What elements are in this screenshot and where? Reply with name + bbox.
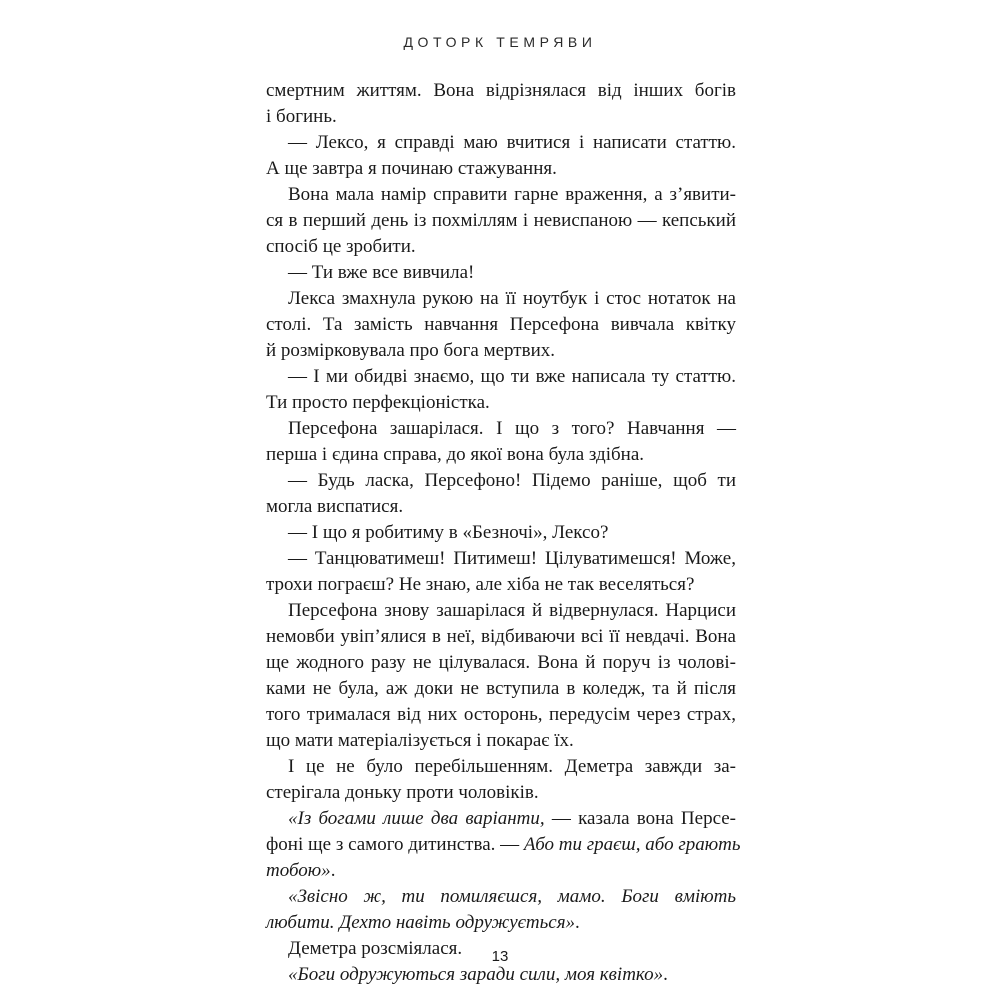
text-segment: . — [663, 964, 668, 985]
text-line — [266, 780, 736, 806]
text-segment: — І ми обидві знаємо, що ти вже написала ту статтю. — [288, 366, 736, 387]
text-segment: — І що я робитиму в «Безночі», Лексо? — [288, 522, 609, 543]
text-segment: і богинь. — [266, 106, 337, 127]
text-segment: любити. Дехто навіть одружується» — [266, 912, 576, 933]
text-line — [266, 208, 736, 234]
text-line — [266, 624, 736, 650]
text-line — [266, 312, 736, 338]
text-line — [266, 858, 736, 884]
text-line — [266, 520, 736, 546]
text-segment: — Ти вже все вивчила! — [288, 262, 475, 283]
text-line — [266, 468, 736, 494]
text-segment: Або ти граєш, або грають — [523, 834, 741, 855]
text-line — [266, 650, 736, 676]
text-segment: «Звісно ж, ти помиляєшся, мамо. Боги вміють — [288, 886, 736, 907]
text-segment: могла виспатися. — [266, 496, 404, 517]
body-text — [266, 78, 741, 988]
text-segment: перша і єдина справа, до якої вона була здібна. — [266, 444, 645, 465]
text-segment: столі. Та замість навчання Персефона вивчала квітку — [266, 314, 736, 335]
text-segment: того трималася від них осторонь, передусім через страх, — [266, 704, 736, 725]
text-line — [266, 546, 736, 572]
text-line — [266, 962, 736, 988]
text-segment: . — [575, 912, 580, 933]
text-line — [266, 286, 736, 312]
text-line — [266, 104, 736, 130]
text-segment: спосіб це зробити. — [266, 236, 416, 257]
text-segment: фоні ще з самого дитинства. — — [266, 834, 524, 855]
text-line — [266, 416, 736, 442]
text-segment: Персефона знову зашарілася й відвернулася. Нарциси — [288, 600, 736, 621]
running-header: ДОТОРК ТЕМРЯВИ — [403, 34, 597, 50]
text-segment: Ти просто перфекціоністка. — [266, 392, 490, 413]
text-line — [266, 338, 736, 364]
text-line — [266, 260, 736, 286]
text-line — [266, 728, 736, 754]
text-line — [266, 182, 736, 208]
text-segment: немовби увіп’ялися в неї, відбиваючи всі її невдачі. Вона — [266, 626, 736, 647]
text-segment: ками не була, аж доки не вступила в коледж, та й після — [266, 678, 736, 699]
text-line — [266, 572, 736, 598]
text-line — [266, 598, 736, 624]
text-segment: ся в перший день із похміллям і невиспаною — кепський — [266, 210, 736, 231]
text-segment: Деметра розсміялася. — [288, 938, 463, 959]
text-line — [266, 364, 736, 390]
text-line — [266, 78, 736, 104]
text-segment: — Будь ласка, Персефоно! Підемо раніше, щоб ти — [288, 470, 736, 491]
text-segment: . — [330, 860, 336, 881]
text-line — [266, 494, 736, 520]
text-segment: й розмірковувала про бога мертвих. — [266, 340, 555, 361]
text-segment: Персефона зашарілася. І що з того? Навчання — — [288, 418, 736, 439]
text-line — [266, 806, 736, 832]
text-segment: смертним життям. Вона відрізнялася від інших богів — [266, 80, 736, 101]
text-segment: «Із богами лише два варіанти, — [288, 808, 545, 829]
text-segment: — Танцюватимеш! Питимеш! Цілуватимешся! Може, — [288, 548, 736, 569]
text-segment: — Лексо, я справді маю вчитися і написати статтю. — [288, 132, 736, 153]
text-line — [266, 234, 736, 260]
text-line — [266, 702, 736, 728]
text-segment: трохи пограєш? Не знаю, але хіба не так веселяться? — [266, 574, 695, 595]
text-line — [266, 442, 736, 468]
page-number: 13 — [491, 948, 509, 965]
text-segment: що мати матеріалізується і покарає їх. — [266, 730, 574, 751]
text-line — [266, 832, 741, 858]
text-line — [266, 390, 736, 416]
text-segment: тобою» — [266, 860, 331, 881]
text-line — [266, 676, 736, 702]
text-line — [266, 156, 736, 182]
text-line — [266, 884, 736, 910]
text-line — [266, 754, 736, 780]
text-segment: — казала вона Персе- — [544, 808, 736, 829]
text-segment: ще жодного разу не цілувалася. Вона й поруч із чолові- — [266, 652, 736, 673]
text-segment: Лекса змахнула рукою на її ноутбук і стос нотаток на — [288, 288, 736, 309]
text-segment: А ще завтра я починаю стажування. — [266, 158, 557, 179]
text-line — [266, 130, 736, 156]
text-segment: І це не було перебільшенням. Деметра завжди за- — [288, 756, 736, 777]
text-segment: стерігала доньку проти чоловіків. — [266, 782, 539, 803]
text-segment: Вона мала намір справити гарне враження, а з’явити- — [288, 184, 736, 205]
text-segment: «Боги одружуються заради сили, моя квітко» — [288, 964, 664, 985]
text-line — [266, 910, 736, 936]
